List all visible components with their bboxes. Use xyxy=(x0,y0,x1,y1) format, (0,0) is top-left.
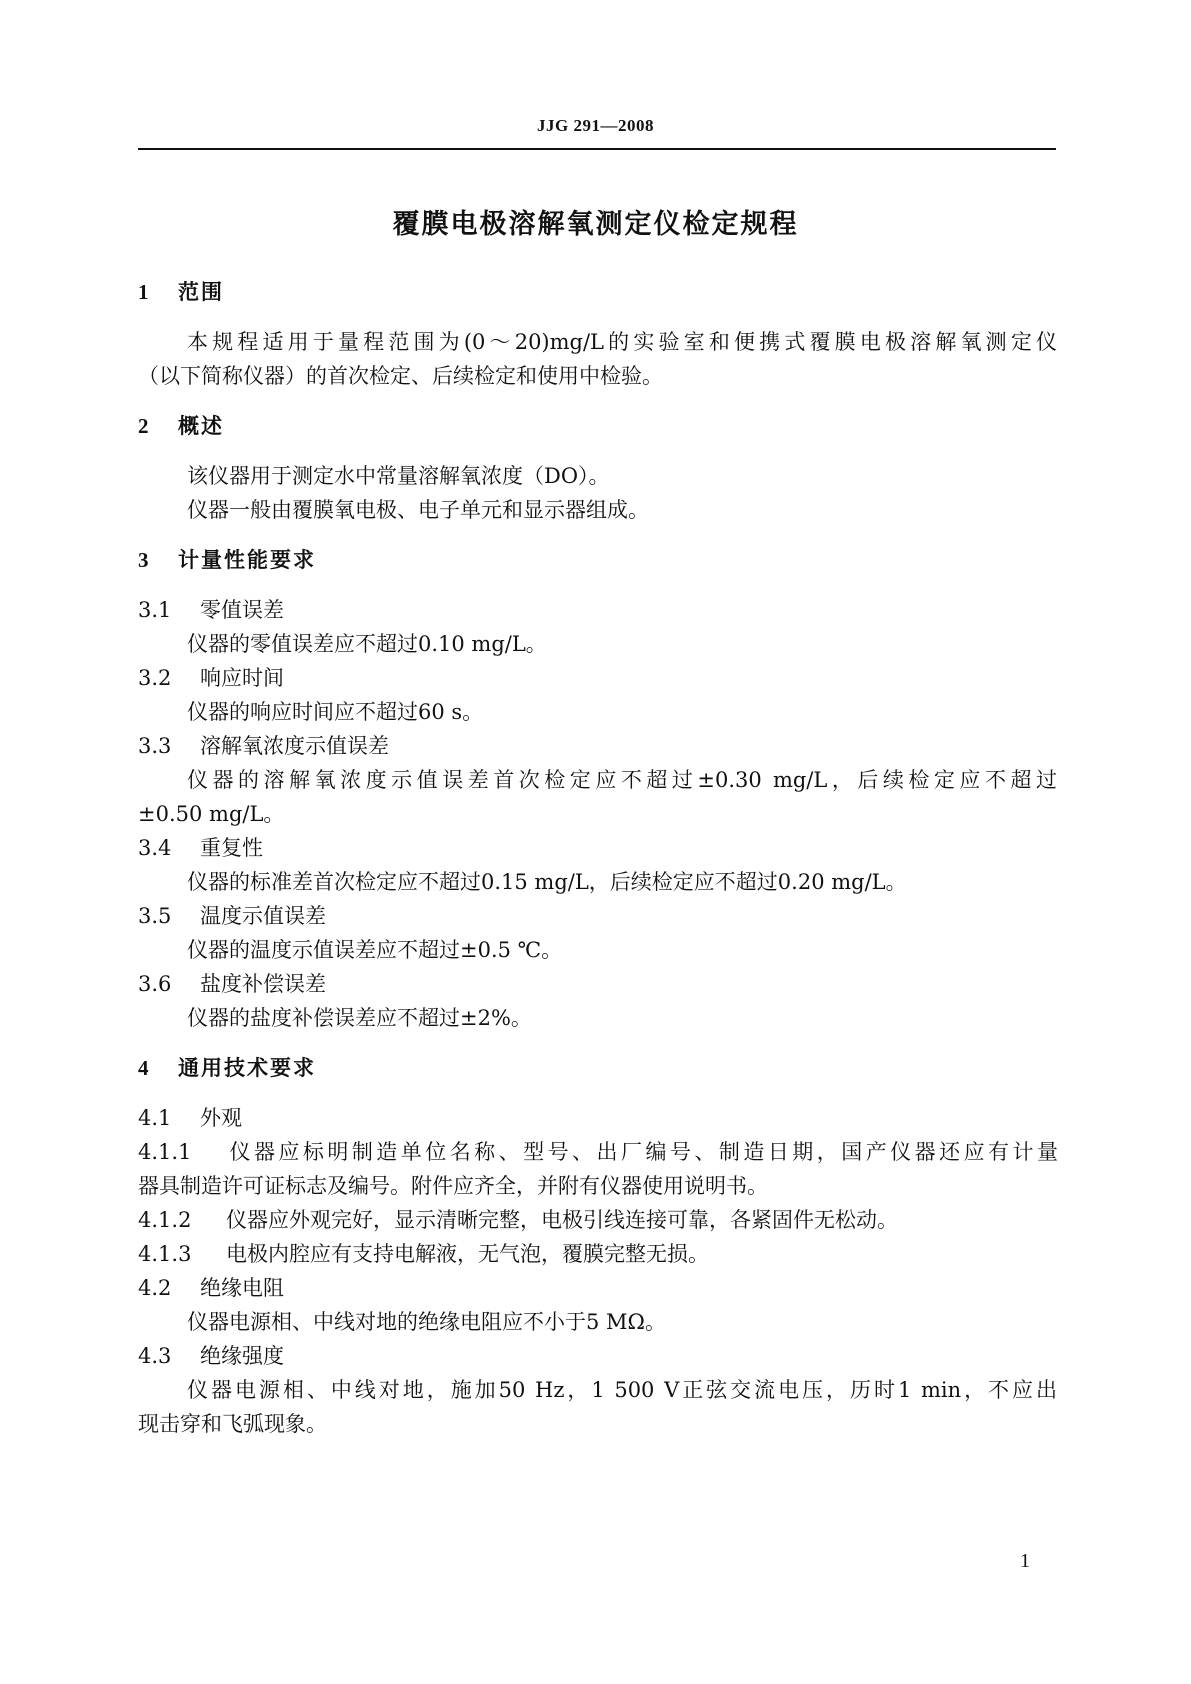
section-heading-2 xyxy=(138,412,1058,440)
subclause-number: 4.1.2 xyxy=(138,1208,192,1232)
clause-number: 3.6 xyxy=(138,972,172,996)
clause-heading xyxy=(138,902,1058,930)
section-title: 计量性能要求 xyxy=(178,548,316,572)
section-heading-3 xyxy=(138,546,1058,574)
section-title: 概述 xyxy=(178,414,224,438)
page-number: 1 xyxy=(1020,1550,1030,1572)
clause-text: 仪器的溶解氧浓度示值误差首次检定应不超过±0.30 mg/L，后续检定应不超过 xyxy=(187,768,1057,792)
clause-number: 3.4 xyxy=(138,836,172,860)
clause-text: 仪器电源相、中线对地，施加50 Hz，1 500 V正弦交流电压，历时1 min，不应出 xyxy=(187,1378,1057,1402)
clause-text: 仪器的标准差首次检定应不超过0.15 mg/L，后续检定应不超过0.20 mg/L。 xyxy=(187,870,907,894)
clause-title: 绝缘强度 xyxy=(200,1344,284,1368)
subclause xyxy=(138,1240,1058,1268)
clause-title: 绝缘电阻 xyxy=(200,1276,284,1300)
standard-code-header: JJG 291—2008 xyxy=(537,116,654,135)
section-number: 1 xyxy=(138,280,151,304)
paragraph: 本规程适用于量程范围为(0～20)mg/L的实验室和便携式覆膜电极溶解氧测定仪 xyxy=(187,330,1057,354)
clause-number: 3.2 xyxy=(138,666,172,690)
clause-title: 响应时间 xyxy=(200,666,284,690)
clause-number: 3.5 xyxy=(138,904,172,928)
clause-heading xyxy=(138,834,1058,862)
clause-text: 仪器的盐度补偿误差应不超过±2%。 xyxy=(187,1006,532,1030)
subclause xyxy=(138,1206,1058,1234)
clause-text: 仪器电源相、中线对地的绝缘电阻应不小于5 MΩ。 xyxy=(187,1310,666,1334)
subclause-text: 电极内腔应有支持电解液，无气泡，覆膜完整无损。 xyxy=(226,1242,709,1266)
clause-title: 重复性 xyxy=(200,836,263,860)
clause-number: 3.1 xyxy=(138,598,172,622)
clause-title: 温度示值误差 xyxy=(200,904,326,928)
clause-heading xyxy=(138,596,1058,624)
clause-text-continuation: ±0.50 mg/L。 xyxy=(138,802,285,826)
paragraph-continuation: （以下简称仪器）的首次检定、后续检定和使用中检验。 xyxy=(138,364,663,388)
clause-heading xyxy=(138,1274,1058,1302)
clause-title: 溶解氧浓度示值误差 xyxy=(200,734,389,758)
section-heading-1 xyxy=(138,278,1058,306)
section-number: 3 xyxy=(138,548,151,572)
subclause-number: 4.1.1 xyxy=(138,1140,192,1164)
clause-title: 盐度补偿误差 xyxy=(200,972,326,996)
clause-number: 4.1 xyxy=(138,1106,172,1130)
clause-text: 仪器的零值误差应不超过0.10 mg/L。 xyxy=(187,632,547,656)
clause-heading xyxy=(138,970,1058,998)
section-number: 2 xyxy=(138,414,151,438)
document-title: 覆膜电极溶解氧测定仪检定规程 xyxy=(392,209,799,240)
section-heading-4 xyxy=(138,1054,1058,1082)
clause-text-continuation: 现击穿和飞弧现象。 xyxy=(138,1412,327,1436)
subclause-text-continuation: 器具制造许可证标志及编号。附件应齐全，并附有仪器使用说明书。 xyxy=(138,1174,768,1198)
subclause xyxy=(138,1138,1058,1166)
header-rule xyxy=(138,148,1056,150)
clause-heading xyxy=(138,664,1058,692)
subclause-number: 4.1.3 xyxy=(138,1242,192,1266)
clause-text: 仪器的温度示值误差应不超过±0.5 ℃。 xyxy=(187,938,563,962)
clause-title: 零值误差 xyxy=(200,598,284,622)
paragraph: 该仪器用于测定水中常量溶解氧浓度（DO）。 xyxy=(187,464,610,488)
clause-heading xyxy=(138,732,1058,760)
paragraph: 仪器一般由覆膜氧电极、电子单元和显示器组成。 xyxy=(187,498,649,522)
subclause-text: 仪器应标明制造单位名称、型号、出厂编号、制造日期，国产仪器还应有计量 xyxy=(226,1140,1058,1164)
clause-number: 3.3 xyxy=(138,734,172,758)
clause-heading xyxy=(138,1342,1058,1370)
clause-number: 4.2 xyxy=(138,1276,172,1300)
section-title: 通用技术要求 xyxy=(178,1056,316,1080)
section-number: 4 xyxy=(138,1056,151,1080)
subclause-text: 仪器应外观完好，显示清晰完整，电极引线连接可靠，各紧固件无松动。 xyxy=(226,1208,898,1232)
clause-number: 4.3 xyxy=(138,1344,172,1368)
clause-heading xyxy=(138,1104,1058,1132)
clause-title: 外观 xyxy=(200,1106,242,1130)
section-title: 范围 xyxy=(178,280,224,304)
clause-text: 仪器的响应时间应不超过60 s。 xyxy=(187,700,484,724)
